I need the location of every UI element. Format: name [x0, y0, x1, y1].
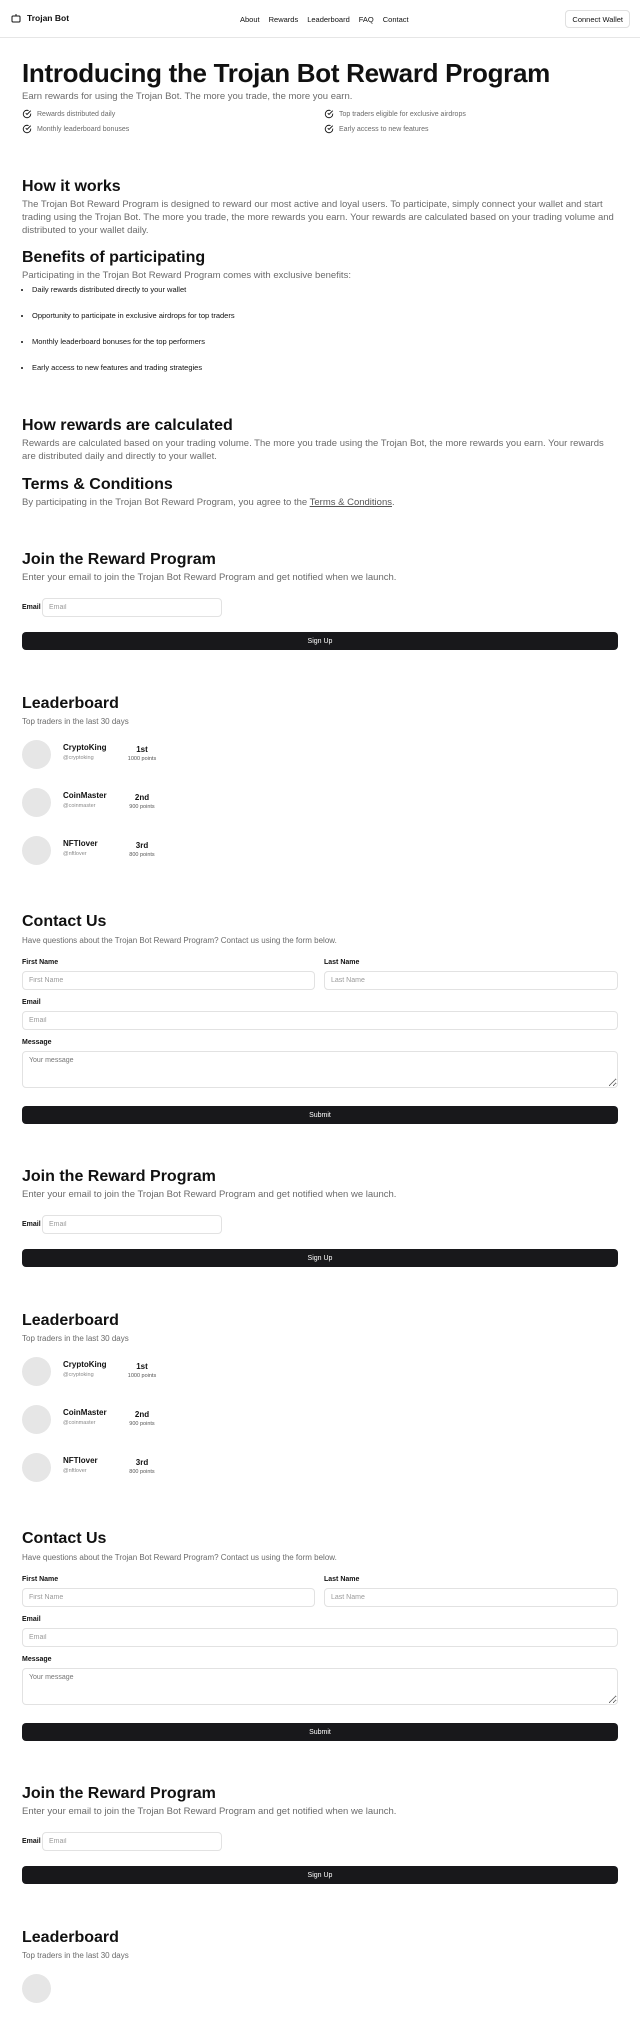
join-title: Join the Reward Program — [22, 551, 216, 568]
terms-prefix: By participating in the Trojan Bot Reward Program, you agree to the — [22, 497, 308, 508]
submit-button[interactable]: Submit — [22, 1723, 618, 1741]
calc-body: Rewards are calculated based on your trading volume. The more you trade using the Trojan Bot, the more rewards you earn. Your rewards are distributed daily and directly to your wallet. — [22, 438, 604, 462]
message-label: Message — [22, 1656, 52, 1663]
leader-rank: 2nd — [134, 793, 150, 802]
benefits-intro: Participating in the Trojan Bot Reward Program comes with exclusive benefits: — [22, 270, 351, 281]
leaderboard-subtitle: Top traders in the last 30 days — [22, 1334, 129, 1343]
first-name-label: First Name — [22, 1576, 59, 1583]
terms-title: Terms & Conditions — [22, 476, 173, 493]
join-subtitle: Enter your email to join the Trojan Bot Reward Program and get notified when we launch. — [22, 1189, 397, 1200]
leader-handle: @cryptoking — [63, 1372, 94, 1378]
leaderboard-section — [22, 1928, 618, 2026]
hero-subtitle: Earn rewards for using the Trojan Bot. The more you trade, the more you earn. — [22, 91, 353, 102]
leader-handle: @nftlover — [63, 1468, 87, 1474]
leader-handle: @cryptoking — [63, 755, 94, 761]
leader-rank: 1st — [136, 745, 148, 754]
table-row[interactable] — [22, 1453, 222, 1483]
join-title: Join the Reward Program — [22, 1168, 216, 1185]
leader-name: CryptoKing — [63, 1360, 107, 1369]
last-name-input[interactable] — [324, 971, 618, 990]
benefits-title: Benefits of participating — [22, 249, 206, 266]
avatar — [22, 1405, 51, 1434]
first-name-input[interactable] — [22, 1588, 315, 1607]
avatar — [22, 1453, 51, 1482]
leader-points: 1000 points — [127, 1373, 157, 1379]
nav-contact[interactable]: Contact — [382, 15, 409, 24]
hero-section — [22, 58, 618, 138]
leader-name: CoinMaster — [63, 791, 107, 800]
last-name-label: Last Name — [324, 1576, 360, 1583]
contact-email-input[interactable] — [22, 1011, 618, 1030]
leader-rank: 1st — [136, 1362, 148, 1371]
check-circle-icon — [22, 124, 32, 134]
terms-section — [22, 475, 618, 509]
feature-label: Monthly leaderboard bonuses — [37, 125, 130, 133]
leader-rank: 3rd — [135, 1458, 149, 1467]
terms-link[interactable]: Terms & Conditions — [309, 497, 392, 508]
email-label: Email — [22, 1838, 41, 1845]
leaderboard-title: Leaderboard — [22, 1312, 119, 1329]
how-body: The Trojan Bot Reward Program is designed to reward our most active and loyal users. To participate, simply connect your wallet and start trading using the Trojan Bot. The more you trade, the more rewards you earn. Your rewards are calculated based on your trading volume and distributed to your wallet daily. — [22, 199, 614, 236]
message-label: Message — [22, 1039, 52, 1046]
nav-rewards[interactable]: Rewards — [268, 15, 299, 24]
leaderboard-title: Leaderboard — [22, 695, 119, 712]
table-row[interactable] — [22, 1405, 222, 1435]
feature-item — [324, 109, 466, 119]
leader-rank: 3rd — [135, 841, 149, 850]
feature-item — [22, 109, 115, 119]
contact-section — [22, 1529, 618, 1744]
calc-title: How rewards are calculated — [22, 417, 233, 434]
join-email-input[interactable] — [42, 598, 222, 617]
feature-label: Early access to new features — [339, 125, 429, 133]
leaderboard-subtitle: Top traders in the last 30 days — [22, 717, 129, 726]
contact-subtitle: Have questions about the Trojan Bot Reward Program? Contact us using the form below. — [22, 936, 337, 945]
join-title: Join the Reward Program — [22, 1785, 216, 1802]
leader-points: 1000 points — [127, 756, 157, 762]
last-name-input[interactable] — [324, 1588, 618, 1607]
hero-title: Introducing the Trojan Bot Reward Program — [22, 58, 550, 88]
list-item: • Opportunity to participate in exclusive airdrops for top traders — [32, 311, 235, 320]
main-nav — [240, 15, 409, 24]
brand-name: Trojan Bot — [27, 13, 70, 23]
leader-handle: @nftlover — [63, 851, 87, 857]
sign-up-button[interactable]: Sign Up — [22, 632, 618, 650]
terms-suffix: . — [392, 497, 395, 508]
avatar — [22, 1974, 51, 2003]
feature-item — [22, 124, 129, 134]
leaderboard-section — [22, 694, 618, 869]
table-row[interactable] — [22, 836, 222, 866]
join-email-input[interactable] — [42, 1832, 222, 1851]
leaderboard-subtitle: Top traders in the last 30 days — [22, 1951, 129, 1960]
leader-name: CoinMaster — [63, 1408, 107, 1417]
join-section — [22, 550, 618, 652]
nav-about[interactable]: About — [240, 15, 260, 24]
email-label: Email — [22, 1221, 41, 1228]
terms-text — [22, 496, 618, 509]
feature-label: Top traders eligible for exclusive airdrops — [339, 110, 466, 118]
first-name-label: First Name — [22, 959, 59, 966]
leaderboard-title: Leaderboard — [22, 1929, 119, 1946]
leader-points: 800 points — [129, 852, 155, 858]
benefits-section — [22, 248, 618, 378]
join-subtitle: Enter your email to join the Trojan Bot Reward Program and get notified when we launch. — [22, 572, 397, 583]
avatar — [22, 836, 51, 865]
contact-subtitle: Have questions about the Trojan Bot Reward Program? Contact us using the form below. — [22, 1553, 337, 1562]
email-label: Email — [22, 604, 41, 611]
leader-name: NFTlover — [63, 1456, 98, 1465]
feature-item — [324, 124, 429, 134]
leader-handle: @coinmaster — [63, 803, 96, 809]
join-section — [22, 1784, 618, 1886]
email-label: Email — [22, 999, 41, 1006]
nav-leaderboard[interactable]: Leaderboard — [307, 15, 350, 24]
list-item: • Monthly leaderboard bonuses for the top performers — [32, 337, 205, 346]
contact-title: Contact Us — [22, 913, 107, 930]
list-item: • Early access to new features and trading strategies — [32, 363, 202, 372]
leader-name: NFTlover — [63, 839, 98, 848]
nav-faq[interactable]: FAQ — [358, 15, 374, 24]
leader-points: 900 points — [129, 1421, 155, 1427]
bot-icon — [10, 12, 22, 24]
join-subtitle: Enter your email to join the Trojan Bot Reward Program and get notified when we launch. — [22, 1806, 397, 1817]
join-email-input[interactable] — [42, 1215, 222, 1234]
first-name-input[interactable] — [22, 971, 315, 990]
calc-section — [22, 416, 618, 463]
feature-label: Rewards distributed daily — [37, 110, 116, 118]
join-section — [22, 1167, 618, 1269]
submit-button[interactable]: Submit — [22, 1106, 618, 1124]
leader-rank: 2nd — [134, 1410, 150, 1419]
check-circle-icon — [324, 124, 334, 134]
table-row[interactable] — [22, 788, 222, 818]
leader-name: CryptoKing — [63, 743, 107, 752]
last-name-label: Last Name — [324, 959, 360, 966]
brand[interactable] — [10, 12, 69, 24]
table-row[interactable] — [22, 740, 222, 770]
connect-wallet-button[interactable]: Connect Wallet — [565, 10, 630, 28]
avatar — [22, 788, 51, 817]
leaderboard-section — [22, 1311, 618, 1486]
leader-points: 800 points — [129, 1469, 155, 1475]
message-textarea[interactable] — [22, 1051, 618, 1088]
contact-section — [22, 912, 618, 1127]
contact-email-input[interactable] — [22, 1628, 618, 1647]
how-title: How it works — [22, 178, 121, 195]
avatar — [22, 740, 51, 769]
check-circle-icon — [22, 109, 32, 119]
check-circle-icon — [324, 109, 334, 119]
avatar — [22, 1357, 51, 1386]
sign-up-button[interactable]: Sign Up — [22, 1249, 618, 1267]
leader-points: 900 points — [129, 804, 155, 810]
message-textarea[interactable] — [22, 1668, 618, 1705]
contact-title: Contact Us — [22, 1530, 107, 1547]
table-row[interactable] — [22, 1357, 222, 1387]
leader-handle: @coinmaster — [63, 1420, 96, 1426]
table-row[interactable] — [22, 1974, 222, 2004]
sign-up-button[interactable]: Sign Up — [22, 1866, 618, 1884]
site-header — [0, 0, 640, 38]
list-item: • Daily rewards distributed directly to your wallet — [32, 285, 186, 294]
how-section — [22, 177, 618, 237]
email-label: Email — [22, 1616, 41, 1623]
